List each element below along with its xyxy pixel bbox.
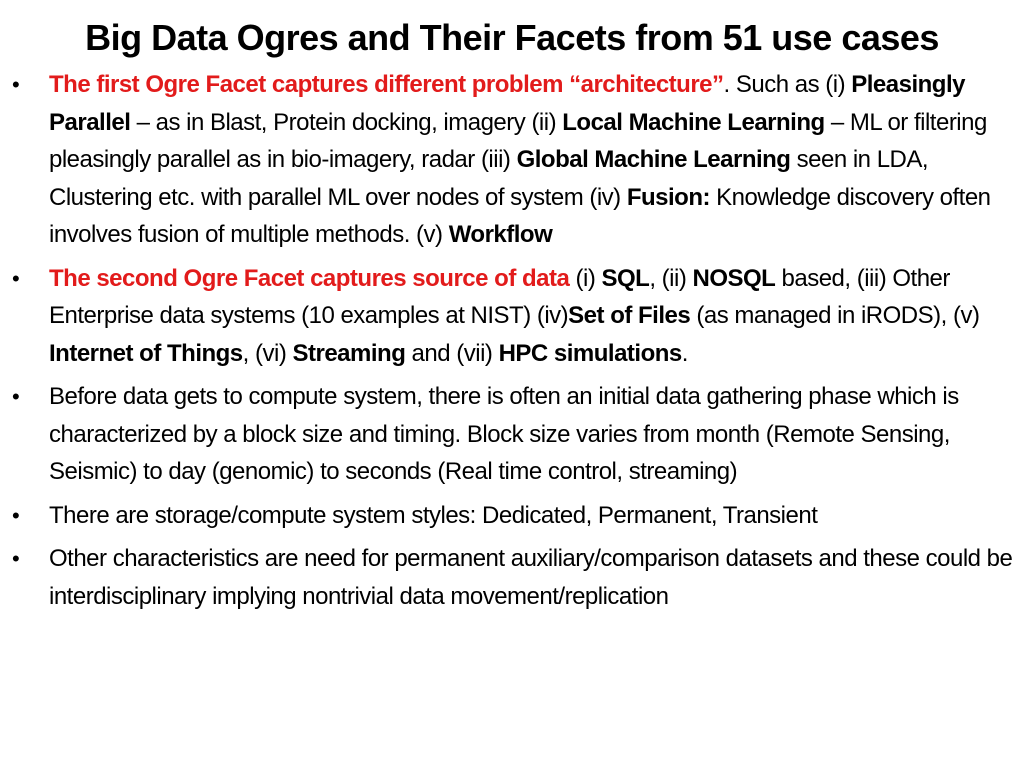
- bullet-item: [0, 497, 1024, 535]
- bullet-text-segment: based, (iii) Other Enterprise data systems (10 examples at NIST) (iv): [49, 264, 950, 329]
- bullet-item: [0, 540, 1024, 615]
- bullet-text-segment: .: [681, 339, 688, 367]
- bullet-text-segment: seen in LDA, Clustering etc. with parallel ML over nodes of system (iv): [49, 146, 929, 211]
- bullet-item: [0, 66, 1024, 254]
- bullet-dot-icon: •: [12, 265, 20, 291]
- bullet-text: [49, 71, 991, 248]
- bullet-text-segment: – as in Blast, Protein docking, imagery (ii): [130, 108, 563, 136]
- bullet-text-segment: NOSQL: [692, 264, 776, 292]
- bullet-text-segment: Workflow: [448, 221, 553, 248]
- bullet-text-segment: and (vii): [405, 339, 499, 367]
- bullet-dot-icon: •: [12, 72, 20, 97]
- bullet-text-segment: Set of Files: [568, 302, 691, 329]
- bullet-text-segment: Knowledge discovery often involves fusion of multiple methods. (v): [49, 183, 991, 248]
- slide-title: Big Data Ogres and Their Facets from 51 use cases: [85, 17, 939, 58]
- bullet-item: [0, 260, 1024, 373]
- bullet-text: Other characteristics are need for permanent auxiliary/comparison datasets and these could be interdisciplinary implying nontrivial data movement/replication: [49, 545, 1013, 610]
- bullet-dot-icon: •: [12, 502, 20, 528]
- bullet-text-segment: Streaming: [292, 339, 406, 367]
- bullet-text-segment: Global Machine Learning: [516, 146, 791, 173]
- bullet-text-segment: The first Ogre Facet captures different problem “architecture”: [49, 71, 724, 98]
- bullet-item: [0, 378, 1024, 491]
- bullet-text-segment: Pleasingly Parallel: [49, 71, 965, 136]
- bullet-text-segment: – ML or filtering pleasingly parallel as in bio-imagery, radar (iii): [49, 108, 987, 173]
- bullet-dot-icon: •: [12, 384, 20, 409]
- bullet-text-segment: Fusion:: [626, 183, 710, 211]
- bullet-text-segment: Internet of Things: [49, 339, 243, 367]
- bullet-text: There are storage/compute system styles: Dedicated, Permanent, Transient: [49, 501, 818, 529]
- bullet-text-segment: , (vi): [242, 339, 293, 367]
- bullet-list: [0, 66, 1024, 621]
- bullet-text-segment: (i): [569, 264, 602, 292]
- bullet-text: Before data gets to compute system, there is often an initial data gathering phase which is characterized by a block size and timing. Block size varies from month (Remote Sensing, Seismic) to day (genomic) to seconds (Real time control, streaming): [49, 383, 959, 485]
- bullet-text-segment: , (ii): [649, 264, 693, 292]
- bullet-text-segment: The second Ogre Facet captures source of data: [49, 264, 570, 292]
- bullet-text-segment: SQL: [601, 264, 650, 292]
- bullet-text-segment: . Such as (i): [723, 71, 852, 98]
- bullet-text: [49, 265, 979, 367]
- bullet-text-segment: (as managed in iRODS), (v): [690, 302, 980, 329]
- bullet-text-segment: Local Machine Learning: [562, 108, 825, 136]
- bullet-dot-icon: •: [12, 546, 20, 571]
- bullet-text-segment: HPC simulations: [498, 339, 682, 367]
